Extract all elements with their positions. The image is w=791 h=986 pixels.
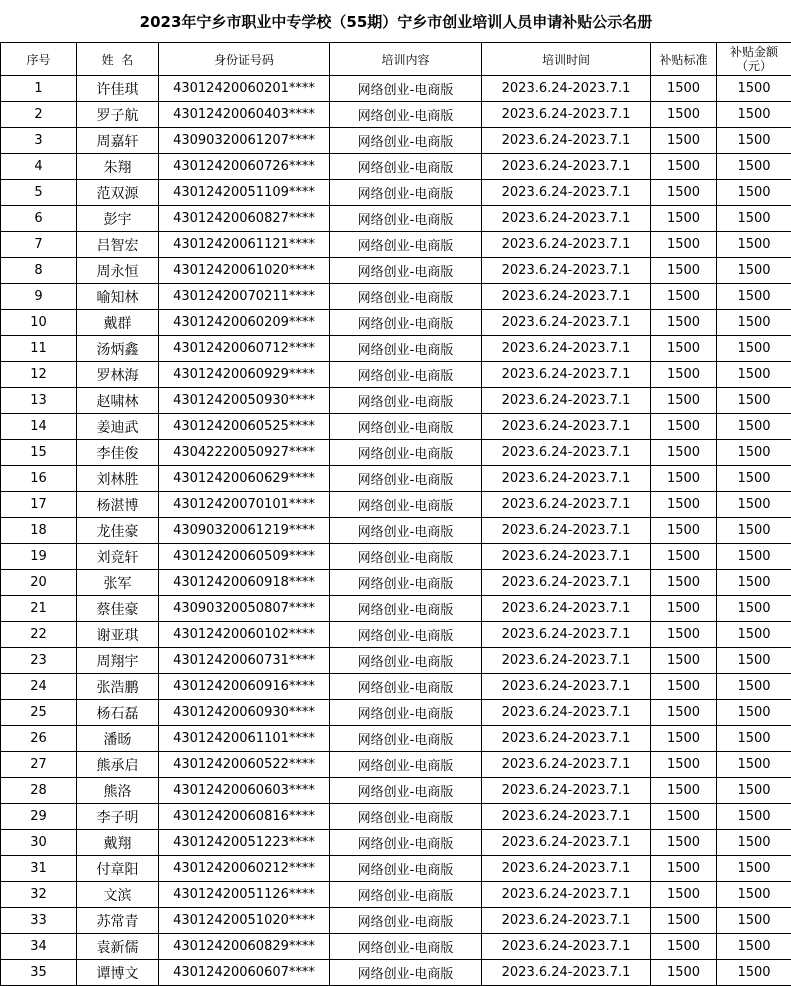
training-time-cell: 2023.6.24-2023.7.1 — [482, 258, 651, 284]
subsidy-standard-cell: 1500 — [651, 778, 717, 804]
training-content-cell: 网络创业-电商版 — [330, 310, 482, 336]
training-time-cell: 2023.6.24-2023.7.1 — [482, 700, 651, 726]
row-index-cell: 15 — [1, 440, 77, 466]
subsidy-amount-cell: 1500 — [717, 362, 791, 388]
training-content-cell: 网络创业-电商版 — [330, 336, 482, 362]
subsidy-amount-cell: 1500 — [717, 128, 791, 154]
subsidy-amount-cell: 1500 — [717, 440, 791, 466]
id-number-cell: 43012420051126**** — [159, 882, 330, 908]
subsidy-amount-cell: 1500 — [717, 960, 791, 986]
id-number-cell: 43012420060102**** — [159, 622, 330, 648]
header-name: 姓 名 — [77, 43, 159, 76]
training-content-cell: 网络创业-电商版 — [330, 284, 482, 310]
person-name-cell: 龙佳豪 — [77, 518, 159, 544]
id-number-cell: 43012420060916**** — [159, 674, 330, 700]
subsidy-amount-cell: 1500 — [717, 726, 791, 752]
row-index-cell: 4 — [1, 154, 77, 180]
id-number-cell: 43012420050930**** — [159, 388, 330, 414]
header-subsidy-amount: 补贴金额（元） — [717, 43, 791, 76]
person-name-cell: 周翔宇 — [77, 648, 159, 674]
training-content-cell: 网络创业-电商版 — [330, 414, 482, 440]
person-name-cell: 许佳琪 — [77, 76, 159, 102]
subsidy-standard-cell: 1500 — [651, 128, 717, 154]
person-name-cell: 熊洛 — [77, 778, 159, 804]
id-number-cell: 43012420060816**** — [159, 804, 330, 830]
training-time-cell: 2023.6.24-2023.7.1 — [482, 466, 651, 492]
training-content-cell: 网络创业-电商版 — [330, 674, 482, 700]
row-index-cell: 12 — [1, 362, 77, 388]
training-content-cell: 网络创业-电商版 — [330, 388, 482, 414]
training-time-cell: 2023.6.24-2023.7.1 — [482, 674, 651, 700]
row-index-cell: 18 — [1, 518, 77, 544]
person-name-cell: 吕智宏 — [77, 232, 159, 258]
table-row — [1, 492, 791, 518]
table-row — [1, 596, 791, 622]
page-title: 2023年宁乡市职业中专学校（55期）宁乡市创业培训人员申请补贴公示名册 — [1, 0, 791, 43]
id-number-cell: 43012420051020**** — [159, 908, 330, 934]
header-id-number: 身份证号码 — [159, 43, 330, 76]
row-index-cell: 27 — [1, 752, 77, 778]
table-row — [1, 752, 791, 778]
subsidy-amount-cell: 1500 — [717, 908, 791, 934]
subsidy-amount-cell: 1500 — [717, 102, 791, 128]
subsidy-amount-cell: 1500 — [717, 778, 791, 804]
id-number-cell: 43012420060918**** — [159, 570, 330, 596]
training-content-cell: 网络创业-电商版 — [330, 856, 482, 882]
training-time-cell: 2023.6.24-2023.7.1 — [482, 128, 651, 154]
training-content-cell: 网络创业-电商版 — [330, 778, 482, 804]
row-index-cell: 22 — [1, 622, 77, 648]
id-number-cell: 43012420060209**** — [159, 310, 330, 336]
training-time-cell: 2023.6.24-2023.7.1 — [482, 336, 651, 362]
row-index-cell: 24 — [1, 674, 77, 700]
id-number-cell: 43012420060403**** — [159, 102, 330, 128]
training-time-cell: 2023.6.24-2023.7.1 — [482, 388, 651, 414]
subsidy-amount-cell: 1500 — [717, 336, 791, 362]
subsidy-amount-cell: 1500 — [717, 648, 791, 674]
training-content-cell: 网络创业-电商版 — [330, 76, 482, 102]
table-row — [1, 440, 791, 466]
person-name-cell: 周永恒 — [77, 258, 159, 284]
row-index-cell: 25 — [1, 700, 77, 726]
subsidy-standard-cell: 1500 — [651, 440, 717, 466]
training-content-cell: 网络创业-电商版 — [330, 154, 482, 180]
id-number-cell: 43012420060522**** — [159, 752, 330, 778]
subsidy-amount-cell: 1500 — [717, 752, 791, 778]
person-name-cell: 刘竞轩 — [77, 544, 159, 570]
table-row — [1, 206, 791, 232]
row-index-cell: 13 — [1, 388, 77, 414]
row-index-cell: 33 — [1, 908, 77, 934]
table-row — [1, 336, 791, 362]
training-time-cell: 2023.6.24-2023.7.1 — [482, 804, 651, 830]
person-name-cell: 刘林胜 — [77, 466, 159, 492]
table-row — [1, 856, 791, 882]
person-name-cell: 付章阳 — [77, 856, 159, 882]
subsidy-amount-cell: 1500 — [717, 674, 791, 700]
row-index-cell: 10 — [1, 310, 77, 336]
person-name-cell: 戴翔 — [77, 830, 159, 856]
training-content-cell: 网络创业-电商版 — [330, 544, 482, 570]
id-number-cell: 43012420060930**** — [159, 700, 330, 726]
table-row — [1, 570, 791, 596]
training-content-cell: 网络创业-电商版 — [330, 752, 482, 778]
training-time-cell: 2023.6.24-2023.7.1 — [482, 570, 651, 596]
training-time-cell: 2023.6.24-2023.7.1 — [482, 882, 651, 908]
subsidy-amount-cell: 1500 — [717, 414, 791, 440]
person-name-cell: 赵啸林 — [77, 388, 159, 414]
table-row — [1, 128, 791, 154]
row-index-cell: 1 — [1, 76, 77, 102]
subsidy-standard-cell: 1500 — [651, 310, 717, 336]
person-name-cell: 罗子航 — [77, 102, 159, 128]
person-name-cell: 周嘉轩 — [77, 128, 159, 154]
row-index-cell: 19 — [1, 544, 77, 570]
id-number-cell: 43012420060607**** — [159, 960, 330, 986]
row-index-cell: 2 — [1, 102, 77, 128]
training-content-cell: 网络创业-电商版 — [330, 466, 482, 492]
training-time-cell: 2023.6.24-2023.7.1 — [482, 414, 651, 440]
training-content-cell: 网络创业-电商版 — [330, 570, 482, 596]
row-index-cell: 16 — [1, 466, 77, 492]
subsidy-amount-cell: 1500 — [717, 856, 791, 882]
training-time-cell: 2023.6.24-2023.7.1 — [482, 934, 651, 960]
subsidy-amount-cell: 1500 — [717, 284, 791, 310]
id-number-cell: 43012420060201**** — [159, 76, 330, 102]
subsidy-standard-cell: 1500 — [651, 336, 717, 362]
row-index-cell: 6 — [1, 206, 77, 232]
person-name-cell: 蔡佳豪 — [77, 596, 159, 622]
subsidy-amount-cell: 1500 — [717, 466, 791, 492]
id-number-cell: 43012420060731**** — [159, 648, 330, 674]
row-index-cell: 31 — [1, 856, 77, 882]
table-row — [1, 232, 791, 258]
row-index-cell: 21 — [1, 596, 77, 622]
subsidy-amount-cell: 1500 — [717, 492, 791, 518]
subsidy-standard-cell: 1500 — [651, 596, 717, 622]
training-time-cell: 2023.6.24-2023.7.1 — [482, 830, 651, 856]
person-name-cell: 汤炳鑫 — [77, 336, 159, 362]
table-row — [1, 960, 791, 986]
training-content-cell: 网络创业-电商版 — [330, 596, 482, 622]
table-row — [1, 362, 791, 388]
table-row — [1, 310, 791, 336]
row-index-cell: 20 — [1, 570, 77, 596]
training-time-cell: 2023.6.24-2023.7.1 — [482, 908, 651, 934]
id-number-cell: 43012420070101**** — [159, 492, 330, 518]
training-time-cell: 2023.6.24-2023.7.1 — [482, 440, 651, 466]
subsidy-standard-cell: 1500 — [651, 752, 717, 778]
row-index-cell: 34 — [1, 934, 77, 960]
table-row — [1, 414, 791, 440]
person-name-cell: 文滨 — [77, 882, 159, 908]
id-number-cell: 43012420060603**** — [159, 778, 330, 804]
subsidy-standard-cell: 1500 — [651, 804, 717, 830]
header-row — [1, 43, 791, 76]
training-time-cell: 2023.6.24-2023.7.1 — [482, 102, 651, 128]
subsidy-amount-cell: 1500 — [717, 882, 791, 908]
subsidy-amount-cell: 1500 — [717, 934, 791, 960]
id-number-cell: 43012420060827**** — [159, 206, 330, 232]
table-row — [1, 882, 791, 908]
training-content-cell: 网络创业-电商版 — [330, 648, 482, 674]
person-name-cell: 李子明 — [77, 804, 159, 830]
subsidy-standard-cell: 1500 — [651, 700, 717, 726]
subsidy-standard-cell: 1500 — [651, 960, 717, 986]
person-name-cell: 潘旸 — [77, 726, 159, 752]
id-number-cell: 43012420051109**** — [159, 180, 330, 206]
training-content-cell: 网络创业-电商版 — [330, 180, 482, 206]
subsidy-standard-cell: 1500 — [651, 154, 717, 180]
row-index-cell: 3 — [1, 128, 77, 154]
table-row — [1, 518, 791, 544]
subsidy-standard-cell: 1500 — [651, 882, 717, 908]
subsidy-standard-cell: 1500 — [651, 362, 717, 388]
row-index-cell: 7 — [1, 232, 77, 258]
subsidy-standard-cell: 1500 — [651, 102, 717, 128]
person-name-cell: 杨湛博 — [77, 492, 159, 518]
training-content-cell: 网络创业-电商版 — [330, 960, 482, 986]
person-name-cell: 姜迪武 — [77, 414, 159, 440]
id-number-cell: 43012420060712**** — [159, 336, 330, 362]
subsidy-amount-cell: 1500 — [717, 154, 791, 180]
training-time-cell: 2023.6.24-2023.7.1 — [482, 648, 651, 674]
id-number-cell: 43012420060629**** — [159, 466, 330, 492]
person-name-cell: 张军 — [77, 570, 159, 596]
table-row — [1, 778, 791, 804]
subsidy-amount-cell: 1500 — [717, 76, 791, 102]
table-row — [1, 674, 791, 700]
training-content-cell: 网络创业-电商版 — [330, 622, 482, 648]
table-row — [1, 284, 791, 310]
table-row — [1, 934, 791, 960]
row-index-cell: 29 — [1, 804, 77, 830]
table-row — [1, 154, 791, 180]
subsidy-standard-cell: 1500 — [651, 180, 717, 206]
person-name-cell: 彭宇 — [77, 206, 159, 232]
training-time-cell: 2023.6.24-2023.7.1 — [482, 544, 651, 570]
id-number-cell: 43012420060212**** — [159, 856, 330, 882]
subsidy-amount-cell: 1500 — [717, 258, 791, 284]
row-index-cell: 23 — [1, 648, 77, 674]
subsidy-amount-cell: 1500 — [717, 310, 791, 336]
id-number-cell: 43012420061020**** — [159, 258, 330, 284]
table-row — [1, 180, 791, 206]
training-content-cell: 网络创业-电商版 — [330, 700, 482, 726]
training-time-cell: 2023.6.24-2023.7.1 — [482, 960, 651, 986]
subsidy-standard-cell: 1500 — [651, 518, 717, 544]
subsidy-standard-cell: 1500 — [651, 76, 717, 102]
subsidy-standard-cell: 1500 — [651, 934, 717, 960]
row-index-cell: 26 — [1, 726, 77, 752]
training-time-cell: 2023.6.24-2023.7.1 — [482, 518, 651, 544]
training-time-cell: 2023.6.24-2023.7.1 — [482, 154, 651, 180]
person-name-cell: 杨石磊 — [77, 700, 159, 726]
person-name-cell: 熊承启 — [77, 752, 159, 778]
table-row — [1, 726, 791, 752]
training-content-cell: 网络创业-电商版 — [330, 882, 482, 908]
id-number-cell: 43012420061101**** — [159, 726, 330, 752]
table-row — [1, 258, 791, 284]
subsidy-standard-cell: 1500 — [651, 258, 717, 284]
table-row — [1, 700, 791, 726]
training-time-cell: 2023.6.24-2023.7.1 — [482, 232, 651, 258]
training-time-cell: 2023.6.24-2023.7.1 — [482, 310, 651, 336]
training-content-cell: 网络创业-电商版 — [330, 830, 482, 856]
training-content-cell: 网络创业-电商版 — [330, 908, 482, 934]
training-time-cell: 2023.6.24-2023.7.1 — [482, 752, 651, 778]
training-time-cell: 2023.6.24-2023.7.1 — [482, 726, 651, 752]
person-name-cell: 谭博文 — [77, 960, 159, 986]
subsidy-amount-cell: 1500 — [717, 700, 791, 726]
table-row — [1, 76, 791, 102]
training-content-cell: 网络创业-电商版 — [330, 492, 482, 518]
person-name-cell: 喻知林 — [77, 284, 159, 310]
subsidy-amount-cell: 1500 — [717, 570, 791, 596]
person-name-cell: 范双源 — [77, 180, 159, 206]
row-index-cell: 14 — [1, 414, 77, 440]
training-content-cell: 网络创业-电商版 — [330, 934, 482, 960]
training-time-cell: 2023.6.24-2023.7.1 — [482, 206, 651, 232]
subsidy-standard-cell: 1500 — [651, 388, 717, 414]
training-time-cell: 2023.6.24-2023.7.1 — [482, 596, 651, 622]
subsidy-standard-cell: 1500 — [651, 570, 717, 596]
subsidy-amount-cell: 1500 — [717, 388, 791, 414]
table-row — [1, 908, 791, 934]
training-time-cell: 2023.6.24-2023.7.1 — [482, 778, 651, 804]
person-name-cell: 朱翔 — [77, 154, 159, 180]
row-index-cell: 17 — [1, 492, 77, 518]
subsidy-standard-cell: 1500 — [651, 830, 717, 856]
header-subsidy-standard: 补贴标准 — [651, 43, 717, 76]
person-name-cell: 李佳俊 — [77, 440, 159, 466]
row-index-cell: 8 — [1, 258, 77, 284]
row-index-cell: 9 — [1, 284, 77, 310]
id-number-cell: 43012420060726**** — [159, 154, 330, 180]
subsidy-standard-cell: 1500 — [651, 284, 717, 310]
training-content-cell: 网络创业-电商版 — [330, 804, 482, 830]
header-training-content: 培训内容 — [330, 43, 482, 76]
person-name-cell: 张浩鹏 — [77, 674, 159, 700]
header-training-time: 培训时间 — [482, 43, 651, 76]
subsidy-standard-cell: 1500 — [651, 492, 717, 518]
training-content-cell: 网络创业-电商版 — [330, 128, 482, 154]
subsidy-amount-cell: 1500 — [717, 596, 791, 622]
subsidy-standard-cell: 1500 — [651, 414, 717, 440]
training-content-cell: 网络创业-电商版 — [330, 258, 482, 284]
table-row — [1, 804, 791, 830]
id-number-cell: 43012420060829**** — [159, 934, 330, 960]
subsidy-amount-cell: 1500 — [717, 180, 791, 206]
id-number-cell: 43090320061207**** — [159, 128, 330, 154]
training-content-cell: 网络创业-电商版 — [330, 232, 482, 258]
training-content-cell: 网络创业-电商版 — [330, 362, 482, 388]
id-number-cell: 43012420051223**** — [159, 830, 330, 856]
row-index-cell: 32 — [1, 882, 77, 908]
id-number-cell: 43012420070211**** — [159, 284, 330, 310]
subsidy-standard-cell: 1500 — [651, 648, 717, 674]
subsidy-standard-cell: 1500 — [651, 206, 717, 232]
subsidy-standard-cell: 1500 — [651, 908, 717, 934]
subsidy-standard-cell: 1500 — [651, 674, 717, 700]
training-time-cell: 2023.6.24-2023.7.1 — [482, 180, 651, 206]
table-row — [1, 648, 791, 674]
training-content-cell: 网络创业-电商版 — [330, 102, 482, 128]
id-number-cell: 43012420060525**** — [159, 414, 330, 440]
person-name-cell: 苏常青 — [77, 908, 159, 934]
training-time-cell: 2023.6.24-2023.7.1 — [482, 284, 651, 310]
table-row — [1, 622, 791, 648]
row-index-cell: 11 — [1, 336, 77, 362]
subsidy-amount-cell: 1500 — [717, 804, 791, 830]
subsidy-amount-cell: 1500 — [717, 544, 791, 570]
row-index-cell: 28 — [1, 778, 77, 804]
person-name-cell: 袁新儒 — [77, 934, 159, 960]
id-number-cell: 43042220050927**** — [159, 440, 330, 466]
subsidy-standard-cell: 1500 — [651, 232, 717, 258]
subsidy-amount-cell: 1500 — [717, 830, 791, 856]
training-time-cell: 2023.6.24-2023.7.1 — [482, 492, 651, 518]
person-name-cell: 谢亚琪 — [77, 622, 159, 648]
table-row — [1, 544, 791, 570]
person-name-cell: 戴群 — [77, 310, 159, 336]
training-content-cell: 网络创业-电商版 — [330, 440, 482, 466]
subsidy-standard-cell: 1500 — [651, 544, 717, 570]
table-row — [1, 102, 791, 128]
id-number-cell: 43090320050807**** — [159, 596, 330, 622]
training-time-cell: 2023.6.24-2023.7.1 — [482, 362, 651, 388]
training-time-cell: 2023.6.24-2023.7.1 — [482, 622, 651, 648]
id-number-cell: 43012420060929**** — [159, 362, 330, 388]
subsidy-amount-cell: 1500 — [717, 622, 791, 648]
table-row — [1, 830, 791, 856]
subsidy-amount-cell: 1500 — [717, 518, 791, 544]
subsidy-standard-cell: 1500 — [651, 466, 717, 492]
row-index-cell: 5 — [1, 180, 77, 206]
person-name-cell: 罗林海 — [77, 362, 159, 388]
subsidy-amount-cell: 1500 — [717, 232, 791, 258]
row-index-cell: 30 — [1, 830, 77, 856]
training-content-cell: 网络创业-电商版 — [330, 206, 482, 232]
subsidy-standard-cell: 1500 — [651, 622, 717, 648]
id-number-cell: 43012420061121**** — [159, 232, 330, 258]
subsidy-standard-cell: 1500 — [651, 726, 717, 752]
header-index: 序号 — [1, 43, 77, 76]
table-row — [1, 388, 791, 414]
row-index-cell: 35 — [1, 960, 77, 986]
subsidy-amount-cell: 1500 — [717, 206, 791, 232]
training-content-cell: 网络创业-电商版 — [330, 518, 482, 544]
subsidy-standard-cell: 1500 — [651, 856, 717, 882]
training-time-cell: 2023.6.24-2023.7.1 — [482, 856, 651, 882]
id-number-cell: 43012420060509**** — [159, 544, 330, 570]
training-content-cell: 网络创业-电商版 — [330, 726, 482, 752]
table-row — [1, 466, 791, 492]
id-number-cell: 43090320061219**** — [159, 518, 330, 544]
training-time-cell: 2023.6.24-2023.7.1 — [482, 76, 651, 102]
